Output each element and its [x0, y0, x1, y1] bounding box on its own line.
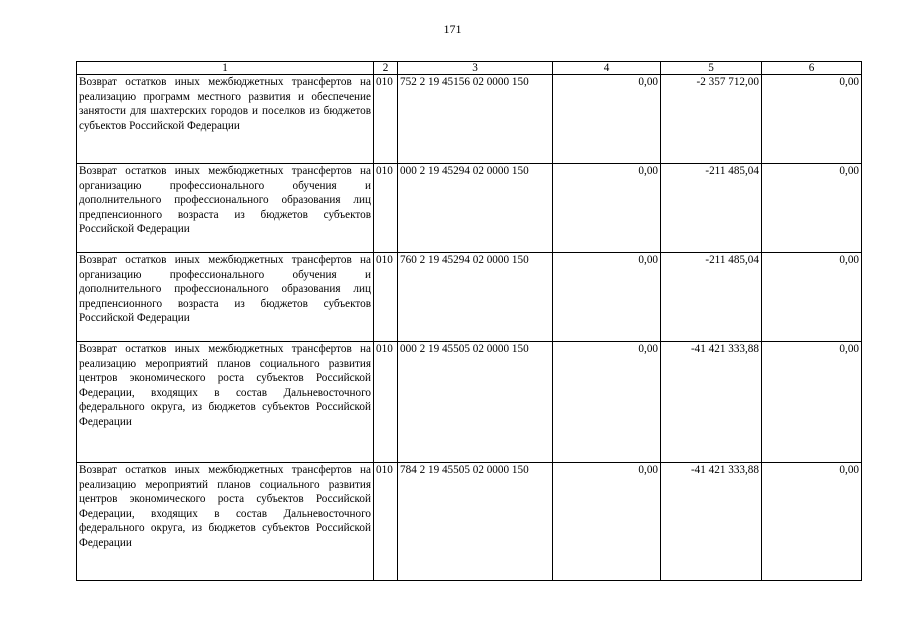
admin-code-cell: 010: [374, 164, 398, 253]
amount-col5-cell: -211 485,04: [661, 164, 762, 253]
admin-code-cell: 010: [374, 342, 398, 463]
amount-col6-cell: 0,00: [762, 75, 862, 164]
row-name-cell: Возврат остатков иных межбюджетных трансфертов на реализацию программ местного развития и обеспечение занятости для шахтерских городов и поселков из бюджетов субъектов Российской Федерации: [77, 75, 374, 164]
admin-code-cell: 010: [374, 463, 398, 581]
amount-col6-cell: 0,00: [762, 253, 862, 342]
row-name-cell: Возврат остатков иных межбюджетных трансфертов на организацию профессионального обучения и дополнительного профессионального образования лиц предпенсионного возраста из бюджетов субъектов Российской Федерации: [77, 253, 374, 342]
budget-table: [76, 61, 862, 581]
admin-code-cell: 010: [374, 253, 398, 342]
column-header: 1: [77, 62, 374, 75]
row-name-cell: Возврат остатков иных межбюджетных трансфертов на реализацию мероприятий планов социального развития центров экономического роста субъектов Российской Федерации, входящих в состав Дальневосточного федерального округа, из бюджетов субъектов Российской Федерации: [77, 463, 374, 581]
amount-col4-cell: 0,00: [553, 75, 661, 164]
amount-col4-cell: 0,00: [553, 342, 661, 463]
table-row: [77, 253, 862, 342]
column-header: 3: [398, 62, 553, 75]
amount-col6-cell: 0,00: [762, 164, 862, 253]
amount-col5-cell: -211 485,04: [661, 253, 762, 342]
amount-col5-cell: -41 421 333,88: [661, 342, 762, 463]
column-header: 5: [661, 62, 762, 75]
budget-code-cell: 000 2 19 45505 02 0000 150: [398, 342, 553, 463]
amount-col4-cell: 0,00: [553, 463, 661, 581]
amount-col6-cell: 0,00: [762, 463, 862, 581]
table-row: [77, 164, 862, 253]
table-row: [77, 75, 862, 164]
column-header: 2: [374, 62, 398, 75]
amount-col4-cell: 0,00: [553, 253, 661, 342]
row-name-cell: Возврат остатков иных межбюджетных трансфертов на реализацию мероприятий планов социального развития центров экономического роста субъектов Российской Федерации, входящих в состав Дальневосточного федерального округа, из бюджетов субъектов Российской Федерации: [77, 342, 374, 463]
amount-col6-cell: 0,00: [762, 342, 862, 463]
amount-col5-cell: -2 357 712,00: [661, 75, 762, 164]
budget-code-cell: 760 2 19 45294 02 0000 150: [398, 253, 553, 342]
admin-code-cell: 010: [374, 75, 398, 164]
budget-code-cell: 752 2 19 45156 02 0000 150: [398, 75, 553, 164]
amount-col5-cell: -41 421 333,88: [661, 463, 762, 581]
table-row: [77, 342, 862, 463]
table-header-row: [77, 62, 862, 75]
page-number: 171: [443, 22, 462, 36]
row-name-cell: Возврат остатков иных межбюджетных трансфертов на организацию профессионального обучения и дополнительного профессионального образования лиц предпенсионного возраста из бюджетов субъектов Российской Федерации: [77, 164, 374, 253]
table-row: [77, 463, 862, 581]
column-header: 6: [762, 62, 862, 75]
amount-col4-cell: 0,00: [553, 164, 661, 253]
budget-code-cell: 000 2 19 45294 02 0000 150: [398, 164, 553, 253]
column-header: 4: [553, 62, 661, 75]
budget-code-cell: 784 2 19 45505 02 0000 150: [398, 463, 553, 581]
